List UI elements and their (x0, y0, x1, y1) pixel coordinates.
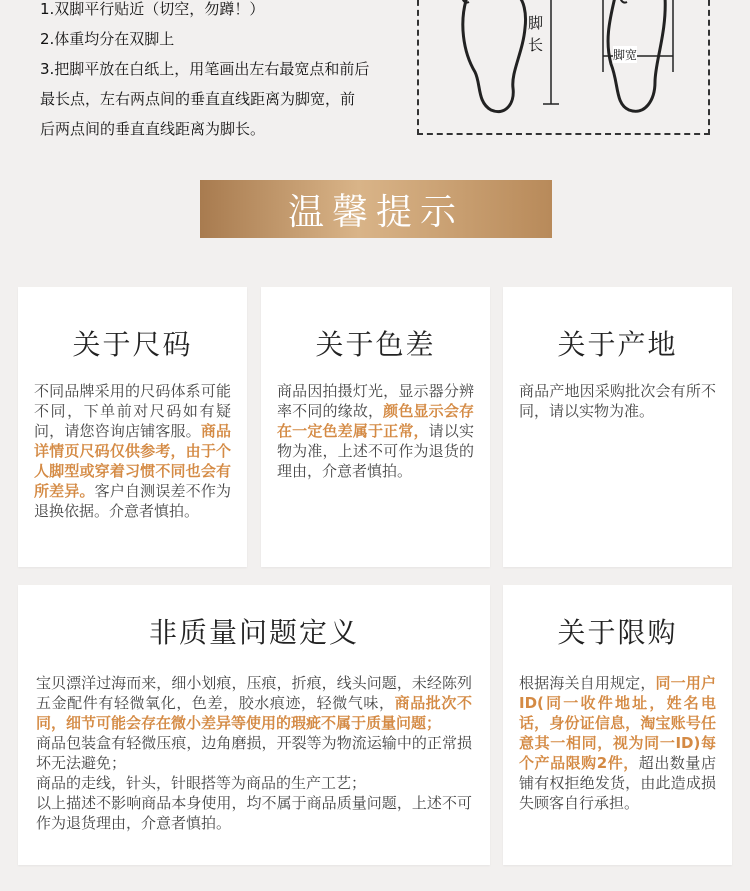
measure-section (0, 0, 750, 150)
card-paragraph: 以上描述不影响商品本身使用，均不属于商品质量问题，上述不可作为退货理由，介意者慎拍。 (36, 794, 472, 832)
card-color-diff (261, 287, 490, 567)
card-paragraph: 商品包装盒有轻微压痕，边角磨损，开裂等为物流运输中的正常损坏无法避免； (36, 734, 472, 772)
card-body (519, 381, 716, 421)
card-text: 宝贝漂洋过海而来，细小划痕，压痕，折痕，线头问题，未经陈列五金配件有轻微氧化，色差，胶水痕迹，轻微气味， (36, 674, 472, 712)
card-highlight: 商品详情页尺码仅供参考，由于个人脚型或穿着习惯不同也会有所差异。 (34, 422, 231, 500)
card-text: 商品产地因采购批次会有所不同，请以实物为准。 (519, 382, 716, 420)
instruction-line: 1.双脚平行贴近（切空，勿蹲！） (40, 0, 265, 18)
card-text: 不同品牌采用的尺码体系可能不同，下单前对尺码如有疑问，请您咨询店铺客服。 (34, 382, 231, 440)
instruction-line: 最长点，左右两点间的垂直直线距离为脚宽，前 (40, 90, 356, 108)
card-text: 客户自测误差不作为退换依据。介意者慎拍。 (34, 482, 231, 520)
foot-length-label: 脚 (528, 14, 544, 32)
card-purchase-limit (503, 585, 732, 865)
card-paragraph (36, 673, 472, 733)
card-highlight: 颜色显示会存在一定色差属于正常， (277, 402, 474, 440)
card-text: 商品因拍摄灯光，显示器分辨率不同的缘故， (277, 382, 474, 420)
card-title: 关于尺码 (72, 328, 193, 361)
foot-outline-icon (419, 0, 712, 137)
instruction-line: 后两点间的垂直直线距离为脚长。 (40, 120, 266, 138)
card-text: 请以实物为准，上述不可作为退货的理由，介意者慎拍。 (277, 422, 474, 480)
foot-length-label: 长 (528, 36, 544, 54)
card-size (18, 287, 247, 567)
card-body (519, 673, 716, 813)
card-title: 非质量问题定义 (148, 616, 359, 649)
card-title: 关于色差 (315, 328, 436, 361)
card-highlight: 商品批次不同，细节可能会存在微小差异等使用的瑕疵不属于质量问题； (36, 694, 472, 732)
card-origin (503, 287, 732, 567)
card-title: 关于产地 (557, 328, 678, 361)
measure-instructions (40, 0, 410, 144)
card-body (277, 381, 474, 481)
tips-banner (200, 180, 552, 238)
foot-width-label: 脚宽 (613, 48, 638, 62)
instruction-line: 2.体重均分在双脚上 (40, 30, 175, 48)
card-body (36, 673, 472, 833)
card-body (34, 381, 231, 521)
card-paragraph: 商品的走线，针头，针眼搭等为商品的生产工艺； (36, 774, 367, 792)
card-text: 超出数量店铺有权拒绝发货，由此造成损失顾客自行承担。 (519, 754, 716, 812)
banner-title: 温馨提示 (287, 191, 464, 233)
card-text: 根据海关自用规定， (519, 674, 656, 692)
instruction-line: 3.把脚平放在白纸上，用笔画出左右最宽点和前后 (40, 60, 370, 78)
card-non-quality (18, 585, 490, 865)
foot-measure-diagram (417, 0, 710, 135)
card-highlight: 同一用户ID(同一收件地址，姓名电话，身份证信息，淘宝账号任意其一相同，视为同一ID)每个产品限购2件， (519, 674, 716, 772)
card-title: 关于限购 (557, 616, 678, 649)
